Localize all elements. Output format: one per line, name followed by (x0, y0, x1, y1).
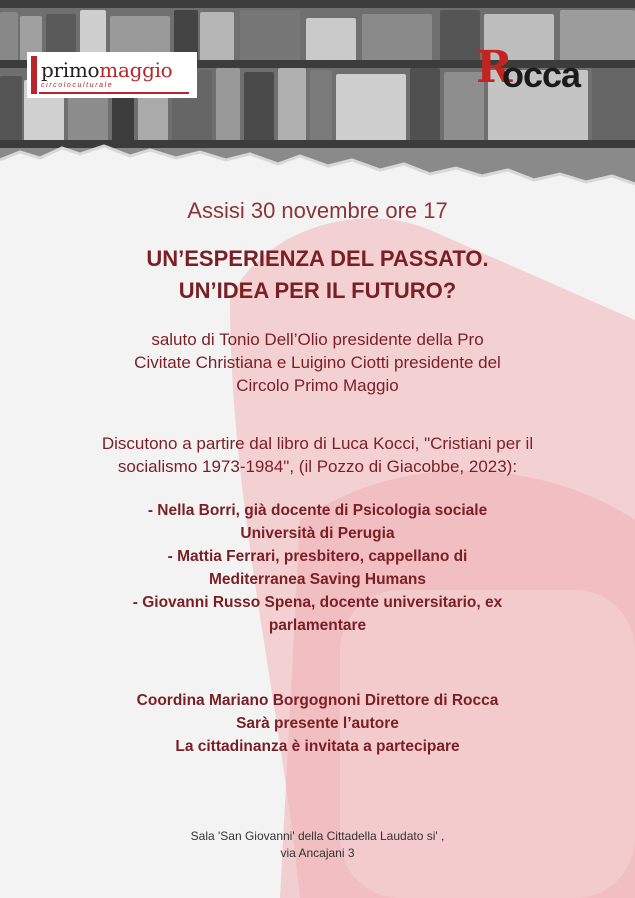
greeting-text (0, 328, 635, 397)
intro-text (0, 432, 635, 478)
speakers-list (0, 499, 635, 637)
closing-line: Coordina Mariano Borgognoni Direttore di Rocca (136, 692, 499, 709)
event-title-line-1: UN’ESPERIENZA DEL PASSATO. (146, 246, 489, 271)
closing-text (0, 689, 635, 758)
event-title (0, 243, 635, 307)
rocca-logo-r: R (476, 42, 513, 93)
rocca-logo (470, 44, 610, 94)
primomaggio-logo-text-b: maggio (99, 58, 173, 82)
event-date: Assisi 30 novembre ore 17 (187, 198, 448, 223)
speaker-line: parlamentare (268, 617, 367, 634)
greeting-line: saluto di Tonio Dell’Olio presidente della Pro (151, 330, 484, 349)
venue-text (0, 828, 635, 862)
speaker-line: - Nella Borri, già docente di Psicologia sociale (147, 502, 488, 519)
speaker-line: Università di Perugia (240, 525, 395, 542)
intro-line: Discutono a partire dal libro di Luca Kocci, "Cristiani per il (101, 434, 534, 453)
rocca-logo-text: occa (502, 54, 581, 95)
greeting-line: Civitate Christiana e Luigino Ciotti presidente del (134, 353, 501, 372)
speaker-line: Mediterranea Saving Humans (208, 571, 427, 588)
primomaggio-logo (27, 52, 197, 98)
speaker-line: - Mattia Ferrari, presbitero, cappellano di (167, 548, 468, 565)
primomaggio-logo-subtext: circoloculturale (41, 82, 114, 89)
venue-line: Sala 'San Giovanni' della Cittadella Laudato si' , (190, 829, 445, 843)
speaker-line: - Giovanni Russo Spena, docente universitario, ex (132, 594, 503, 611)
primomaggio-logo-text-a: primo (41, 58, 100, 82)
greeting-line: Circolo Primo Maggio (236, 376, 399, 395)
intro-line: socialismo 1973-1984", (il Pozzo di Giacobbe, 2023): (117, 457, 518, 476)
closing-line: La cittadinanza è invitata a partecipare (175, 738, 460, 755)
event-title-line-2: UN’IDEA PER IL FUTURO? (178, 278, 457, 303)
venue-line: via Ancajani 3 (280, 846, 355, 860)
closing-line: Sarà presente l’autore (236, 715, 399, 732)
